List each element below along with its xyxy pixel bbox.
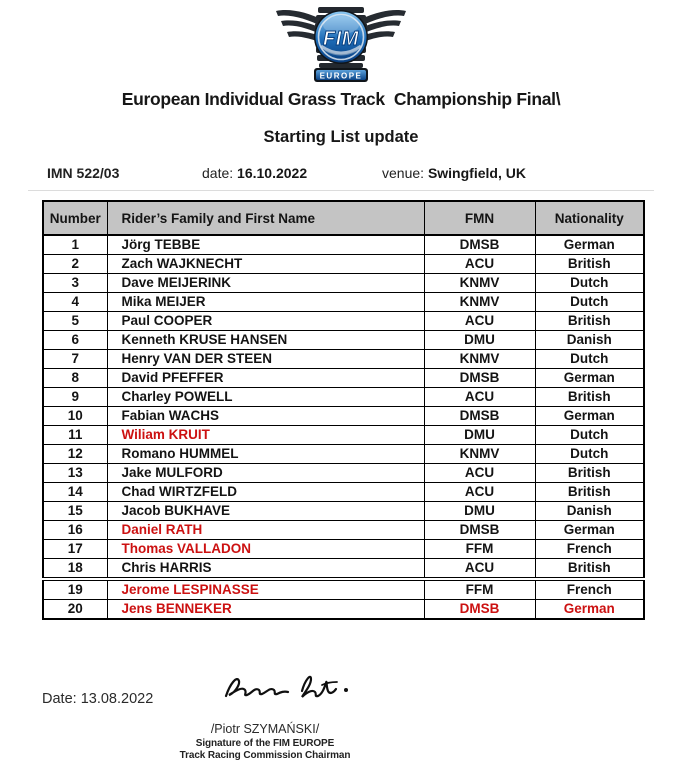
rider-name-cell: Jörg TEBBE (107, 235, 424, 255)
rider-name-cell: Jacob BUKHAVE (107, 502, 424, 521)
table-row (43, 312, 644, 331)
rider-name-cell: Jens BENNEKER (107, 600, 424, 620)
nationality-cell: German (535, 369, 644, 388)
document-title: European Individual Grass Track Championship Final\ (121, 89, 561, 109)
col-header-number: Number (43, 201, 107, 235)
rider-number-cell: 16 (43, 521, 107, 540)
rider-name-cell: Mika MEIJER (107, 293, 424, 312)
col-header-fmn: FMN (424, 201, 535, 235)
document-subtitle: Starting List update (263, 128, 419, 146)
rider-name-cell: Romano HUMMEL (107, 445, 424, 464)
rider-name-cell: Paul COOPER (107, 312, 424, 331)
col-header-rider-name: Rider’s Family and First Name (107, 201, 424, 235)
nationality-cell: German (535, 600, 644, 620)
table-row (43, 483, 644, 502)
nationality-cell: British (535, 312, 644, 331)
table-row (43, 540, 644, 559)
col-header-nationality: Nationality (535, 201, 644, 235)
event-date (202, 165, 307, 181)
rider-number-cell: 11 (43, 426, 107, 445)
signature-caption-line2: Track Racing Commission Chairman (179, 750, 351, 761)
signature-date-label: Date: (42, 691, 77, 707)
table-row (43, 369, 644, 388)
nationality-cell: British (535, 483, 644, 502)
signature-date (42, 691, 153, 707)
rider-name-cell: Thomas VALLADON (107, 540, 424, 559)
table-header-row (43, 201, 644, 235)
venue-label: venue: (382, 165, 425, 181)
nationality-cell: French (535, 579, 644, 600)
rider-number-cell: 5 (43, 312, 107, 331)
fmn-cell: KNMV (424, 293, 535, 312)
table-row (43, 331, 644, 350)
nationality-cell: Dutch (535, 445, 644, 464)
rider-number-cell: 2 (43, 255, 107, 274)
fmn-cell: DMSB (424, 369, 535, 388)
rider-name-cell: Zach WAJKNECHT (107, 255, 424, 274)
rider-name-cell: Fabian WACHS (107, 407, 424, 426)
fmn-cell: ACU (424, 559, 535, 580)
event-venue (382, 165, 526, 181)
table-row (43, 255, 644, 274)
rider-name-cell: Chad WIRTZFELD (107, 483, 424, 502)
rider-name-cell: Chris HARRIS (107, 559, 424, 580)
date-value: 16.10.2022 (237, 165, 308, 181)
fmn-cell: DMU (424, 502, 535, 521)
rider-name-cell: Jake MULFORD (107, 464, 424, 483)
starting-list-table (42, 200, 645, 620)
fmn-cell: DMU (424, 331, 535, 350)
table-row (43, 350, 644, 369)
rider-name-cell: Jerome LESPINASSE (107, 579, 424, 600)
nationality-cell: British (535, 388, 644, 407)
fmn-cell: KNMV (424, 445, 535, 464)
signature-caption-line1: Signature of the FIM EUROPE (195, 738, 335, 749)
rider-name-cell: Kenneth KRUSE HANSEN (107, 331, 424, 350)
rider-number-cell: 8 (43, 369, 107, 388)
date-label: date: (202, 165, 234, 181)
table-row (43, 502, 644, 521)
table-row (43, 600, 644, 620)
fmn-cell: ACU (424, 312, 535, 331)
rider-name-cell: Charley POWELL (107, 388, 424, 407)
rider-name-cell: Daniel RATH (107, 521, 424, 540)
rider-number-cell: 15 (43, 502, 107, 521)
rider-name-cell: Wiliam KRUIT (107, 426, 424, 445)
table-row (43, 559, 644, 580)
nationality-cell: Dutch (535, 350, 644, 369)
rider-number-cell: 6 (43, 331, 107, 350)
nationality-cell: British (535, 255, 644, 274)
fmn-cell: DMU (424, 426, 535, 445)
divider-line (28, 190, 654, 191)
table-row (43, 521, 644, 540)
rider-number-cell: 4 (43, 293, 107, 312)
rider-number-cell: 18 (43, 559, 107, 580)
table-row (43, 579, 644, 600)
rider-number-cell: 10 (43, 407, 107, 426)
fim-europe-logo (271, 4, 411, 86)
rider-number-cell: 12 (43, 445, 107, 464)
signatory-name: /Piotr SZYMAŃSKI/ (210, 722, 320, 736)
nationality-cell: Dutch (535, 293, 644, 312)
nationality-cell: German (535, 407, 644, 426)
nationality-cell: German (535, 521, 644, 540)
handwritten-signature (218, 664, 353, 712)
rider-number-cell: 3 (43, 274, 107, 293)
fmn-cell: KNMV (424, 274, 535, 293)
rider-number-cell: 7 (43, 350, 107, 369)
table-row (43, 464, 644, 483)
rider-number-cell: 17 (43, 540, 107, 559)
logo-europe-text: EUROPE (319, 71, 363, 81)
fmn-cell: FFM (424, 540, 535, 559)
rider-number-cell: 19 (43, 579, 107, 600)
table-row (43, 274, 644, 293)
signatory-block (145, 721, 385, 762)
table-row (43, 388, 644, 407)
signature-date-value: 13.08.2022 (80, 691, 154, 707)
nationality-cell: Danish (535, 331, 644, 350)
fmn-cell: ACU (424, 388, 535, 407)
fmn-cell: DMSB (424, 600, 535, 620)
rider-number-cell: 1 (43, 235, 107, 255)
nationality-cell: French (535, 540, 644, 559)
fmn-cell: ACU (424, 255, 535, 274)
fmn-cell: DMSB (424, 521, 535, 540)
logo-fim-text: FIM (323, 28, 359, 50)
nationality-cell: British (535, 559, 644, 580)
rider-name-cell: Henry VAN DER STEEN (107, 350, 424, 369)
nationality-cell: Dutch (535, 274, 644, 293)
table-row (43, 445, 644, 464)
imn-number: IMN 522/03 (47, 165, 120, 181)
fmn-cell: KNMV (424, 350, 535, 369)
table-row (43, 407, 644, 426)
rider-number-cell: 14 (43, 483, 107, 502)
rider-number-cell: 9 (43, 388, 107, 407)
table-row (43, 293, 644, 312)
fmn-cell: ACU (424, 483, 535, 502)
nationality-cell: British (535, 464, 644, 483)
venue-value: Swingfield, UK (427, 165, 526, 181)
table-row (43, 235, 644, 255)
nationality-cell: German (535, 235, 644, 255)
nationality-cell: Dutch (535, 426, 644, 445)
table-row (43, 426, 644, 445)
rider-number-cell: 13 (43, 464, 107, 483)
fmn-cell: DMSB (424, 235, 535, 255)
rider-name-cell: David PFEFFER (107, 369, 424, 388)
fmn-cell: FFM (424, 579, 535, 600)
fmn-cell: DMSB (424, 407, 535, 426)
rider-number-cell: 20 (43, 600, 107, 620)
fim-europe-logo-graphic (271, 4, 411, 86)
rider-name-cell: Dave MEIJERINK (107, 274, 424, 293)
fmn-cell: ACU (424, 464, 535, 483)
nationality-cell: Danish (535, 502, 644, 521)
